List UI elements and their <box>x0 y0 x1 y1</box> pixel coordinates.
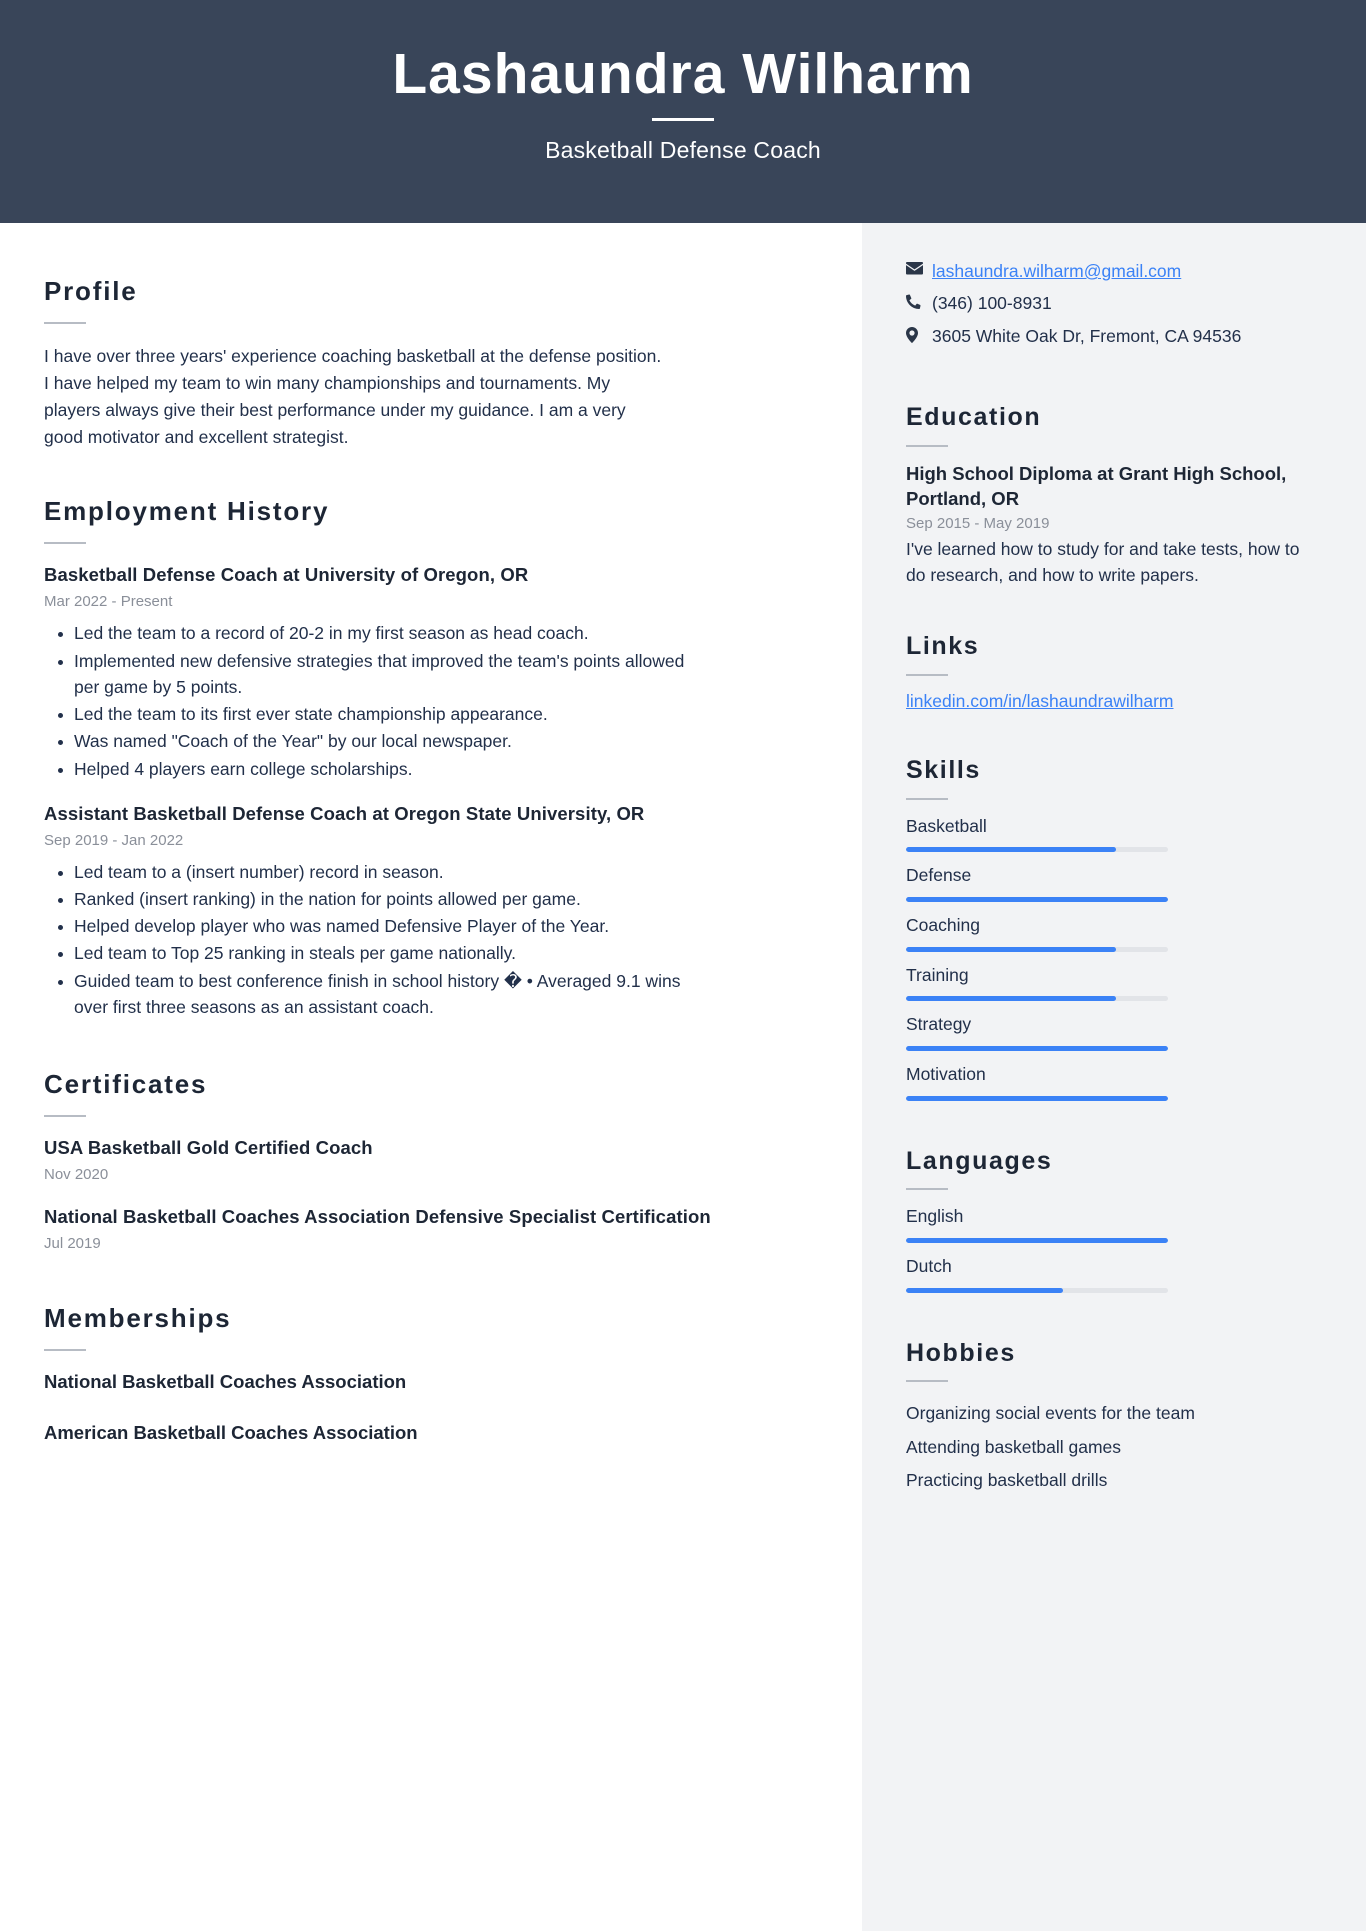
contact-row-phone <box>906 291 1318 316</box>
contact-value-address: 3605 White Oak Dr, Fremont, CA 94536 <box>932 325 1242 346</box>
list-item: Helped 4 players earn college scholarships. <box>44 756 699 782</box>
section-links <box>906 632 1318 712</box>
skill-bar-fill <box>906 1046 1168 1051</box>
section-heading-languages: Languages <box>906 1146 1053 1175</box>
spacer <box>906 1305 1318 1339</box>
spacer <box>906 1113 1318 1147</box>
section-employment-history <box>44 497 818 1020</box>
list-item: Was named "Coach of the Year" by our local newspaper. <box>44 728 699 754</box>
language-item <box>906 1255 1318 1293</box>
hobby-item: Attending basketball games <box>906 1436 1121 1457</box>
spacer <box>44 455 818 497</box>
section-education <box>906 403 1318 588</box>
main-column <box>0 223 862 1931</box>
education-title: High School Diploma at Grant High School, Portland, OR <box>906 462 1287 509</box>
certificate-date: Jul 2019 <box>44 1235 101 1253</box>
section-rule <box>906 1380 948 1382</box>
skill-label: Defense <box>906 865 972 886</box>
hobby-item: Practicing basketball drills <box>906 1469 1108 1490</box>
page-title: Lashaundra Wilharm <box>392 41 974 106</box>
map-pin-icon <box>906 324 932 343</box>
language-label: Dutch <box>906 1255 952 1276</box>
list-item: Led the team to its first ever state championship appearance. <box>44 701 699 727</box>
skill-bar-track <box>906 847 1168 852</box>
spacer <box>44 1040 818 1070</box>
section-heading-education: Education <box>906 403 1042 432</box>
section-rule <box>44 542 86 544</box>
section-memberships <box>44 1304 818 1446</box>
resume-body <box>0 223 1366 1931</box>
spacer <box>44 1274 818 1304</box>
language-bar-track <box>906 1238 1168 1243</box>
section-profile <box>44 277 818 451</box>
header-divider <box>652 118 714 121</box>
skill-label: Strategy <box>906 1014 972 1035</box>
contact-row-address <box>906 324 1318 349</box>
employment-date: Sep 2019 - Jan 2022 <box>44 831 184 849</box>
certificate-date: Nov 2020 <box>44 1166 109 1184</box>
section-rule <box>906 674 948 676</box>
section-rule <box>906 445 948 447</box>
employment-bullets <box>44 620 818 782</box>
section-rule <box>44 1349 86 1351</box>
skill-item <box>906 964 1318 1002</box>
resume-header <box>0 0 1366 223</box>
certificate-entry <box>44 1136 818 1185</box>
skill-bar-track <box>906 996 1168 1001</box>
skill-bar-fill <box>906 897 1168 902</box>
contact-value-phone: (346) 100-8931 <box>932 293 1052 314</box>
employment-date: Mar 2022 - Present <box>44 593 173 611</box>
list-item: Ranked (insert ranking) in the nation for points allowed per game. <box>44 886 699 912</box>
contact-details <box>906 259 1318 349</box>
skill-bar-track <box>906 1096 1168 1101</box>
skill-bar-track <box>906 897 1168 902</box>
education-description: I've learned how to study for and take tests, how to do research, and how to write papers. <box>906 538 1300 586</box>
section-heading-employment: Employment History <box>44 496 330 527</box>
list-item: Led the team to a record of 20-2 in my first season as head coach. <box>44 620 699 646</box>
language-item <box>906 1205 1318 1243</box>
section-hobbies <box>906 1339 1318 1498</box>
sidebar-column <box>862 223 1366 1931</box>
spacer <box>906 592 1318 632</box>
skill-item <box>906 864 1318 902</box>
section-heading-links: Links <box>906 632 980 661</box>
certificate-title: USA Basketball Gold Certified Coach <box>44 1137 373 1159</box>
employment-title: Assistant Basketball Defense Coach at Oregon State University, OR <box>44 802 645 824</box>
list-item: Led team to a (insert number) record in season. <box>44 859 699 885</box>
skill-item <box>906 1063 1318 1101</box>
certificate-entry <box>44 1205 818 1254</box>
membership-item: American Basketball Coaches Association <box>44 1421 418 1443</box>
education-date: Sep 2015 - May 2019 <box>906 514 1050 532</box>
language-bar-fill <box>906 1288 1063 1293</box>
profile-text: I have over three years' experience coaching basketball at the defense position. I have helped my team to win many championships and tournaments. My players always give their best performance under my guidance. I am a very good motivator and excellent strategist. <box>44 345 662 448</box>
employment-bullets <box>44 859 818 1021</box>
skill-bar-track <box>906 947 1168 952</box>
employment-entry <box>44 563 818 781</box>
envelope-icon <box>906 259 932 275</box>
section-certificates <box>44 1070 818 1254</box>
skill-item <box>906 1013 1318 1051</box>
contact-row-email <box>906 259 1318 284</box>
language-label: English <box>906 1206 964 1227</box>
certificate-title: National Basketball Coaches Association Defensive Specialist Certification <box>44 1206 711 1228</box>
employment-entry <box>44 802 818 1020</box>
membership-item: National Basketball Coaches Association <box>44 1370 407 1392</box>
linkedin-link[interactable]: linkedin.com/in/lashaundrawilharm <box>906 691 1174 712</box>
skill-label: Basketball <box>906 815 987 836</box>
section-rule <box>906 1188 948 1190</box>
section-heading-certificates: Certificates <box>44 1069 208 1100</box>
skill-label: Motivation <box>906 1063 986 1084</box>
list-item: Implemented new defensive strategies that improved the team's points allowed per game by 5 points. <box>44 648 699 701</box>
hobby-item: Organizing social events for the team <box>906 1403 1195 1424</box>
language-bar-fill <box>906 1238 1168 1243</box>
skill-bar-fill <box>906 947 1116 952</box>
section-heading-skills: Skills <box>906 756 981 785</box>
phone-icon <box>906 291 932 309</box>
list-item: Led team to Top 25 ranking in steals per game nationally. <box>44 940 699 966</box>
skill-bar-fill <box>906 996 1116 1001</box>
section-rule <box>44 1115 86 1117</box>
skill-bar-fill <box>906 847 1116 852</box>
list-item: Helped develop player who was named Defensive Player of the Year. <box>44 913 699 939</box>
language-bar-track <box>906 1288 1168 1293</box>
employment-title: Basketball Defense Coach at University of Oregon, OR <box>44 564 529 586</box>
section-heading-hobbies: Hobbies <box>906 1338 1016 1367</box>
list-item: Guided team to best conference finish in school history � • Averaged 9.1 wins over first three seasons as an assistant coach. <box>44 968 699 1021</box>
contact-value-email <box>932 259 1318 284</box>
header-subtitle: Basketball Defense Coach <box>545 137 821 164</box>
section-skills <box>906 756 1318 1101</box>
skill-item <box>906 815 1318 853</box>
email-link[interactable]: lashaundra.wilharm@gmail.com <box>932 261 1182 281</box>
skill-bar-track <box>906 1046 1168 1051</box>
skill-label: Coaching <box>906 915 980 936</box>
section-heading-memberships: Memberships <box>44 1303 232 1334</box>
skill-item <box>906 914 1318 952</box>
section-languages <box>906 1147 1318 1293</box>
skill-bar-fill <box>906 1096 1168 1101</box>
section-heading-profile: Profile <box>44 276 138 306</box>
section-rule <box>44 322 86 324</box>
section-rule <box>906 798 948 800</box>
skill-label: Training <box>906 964 969 985</box>
